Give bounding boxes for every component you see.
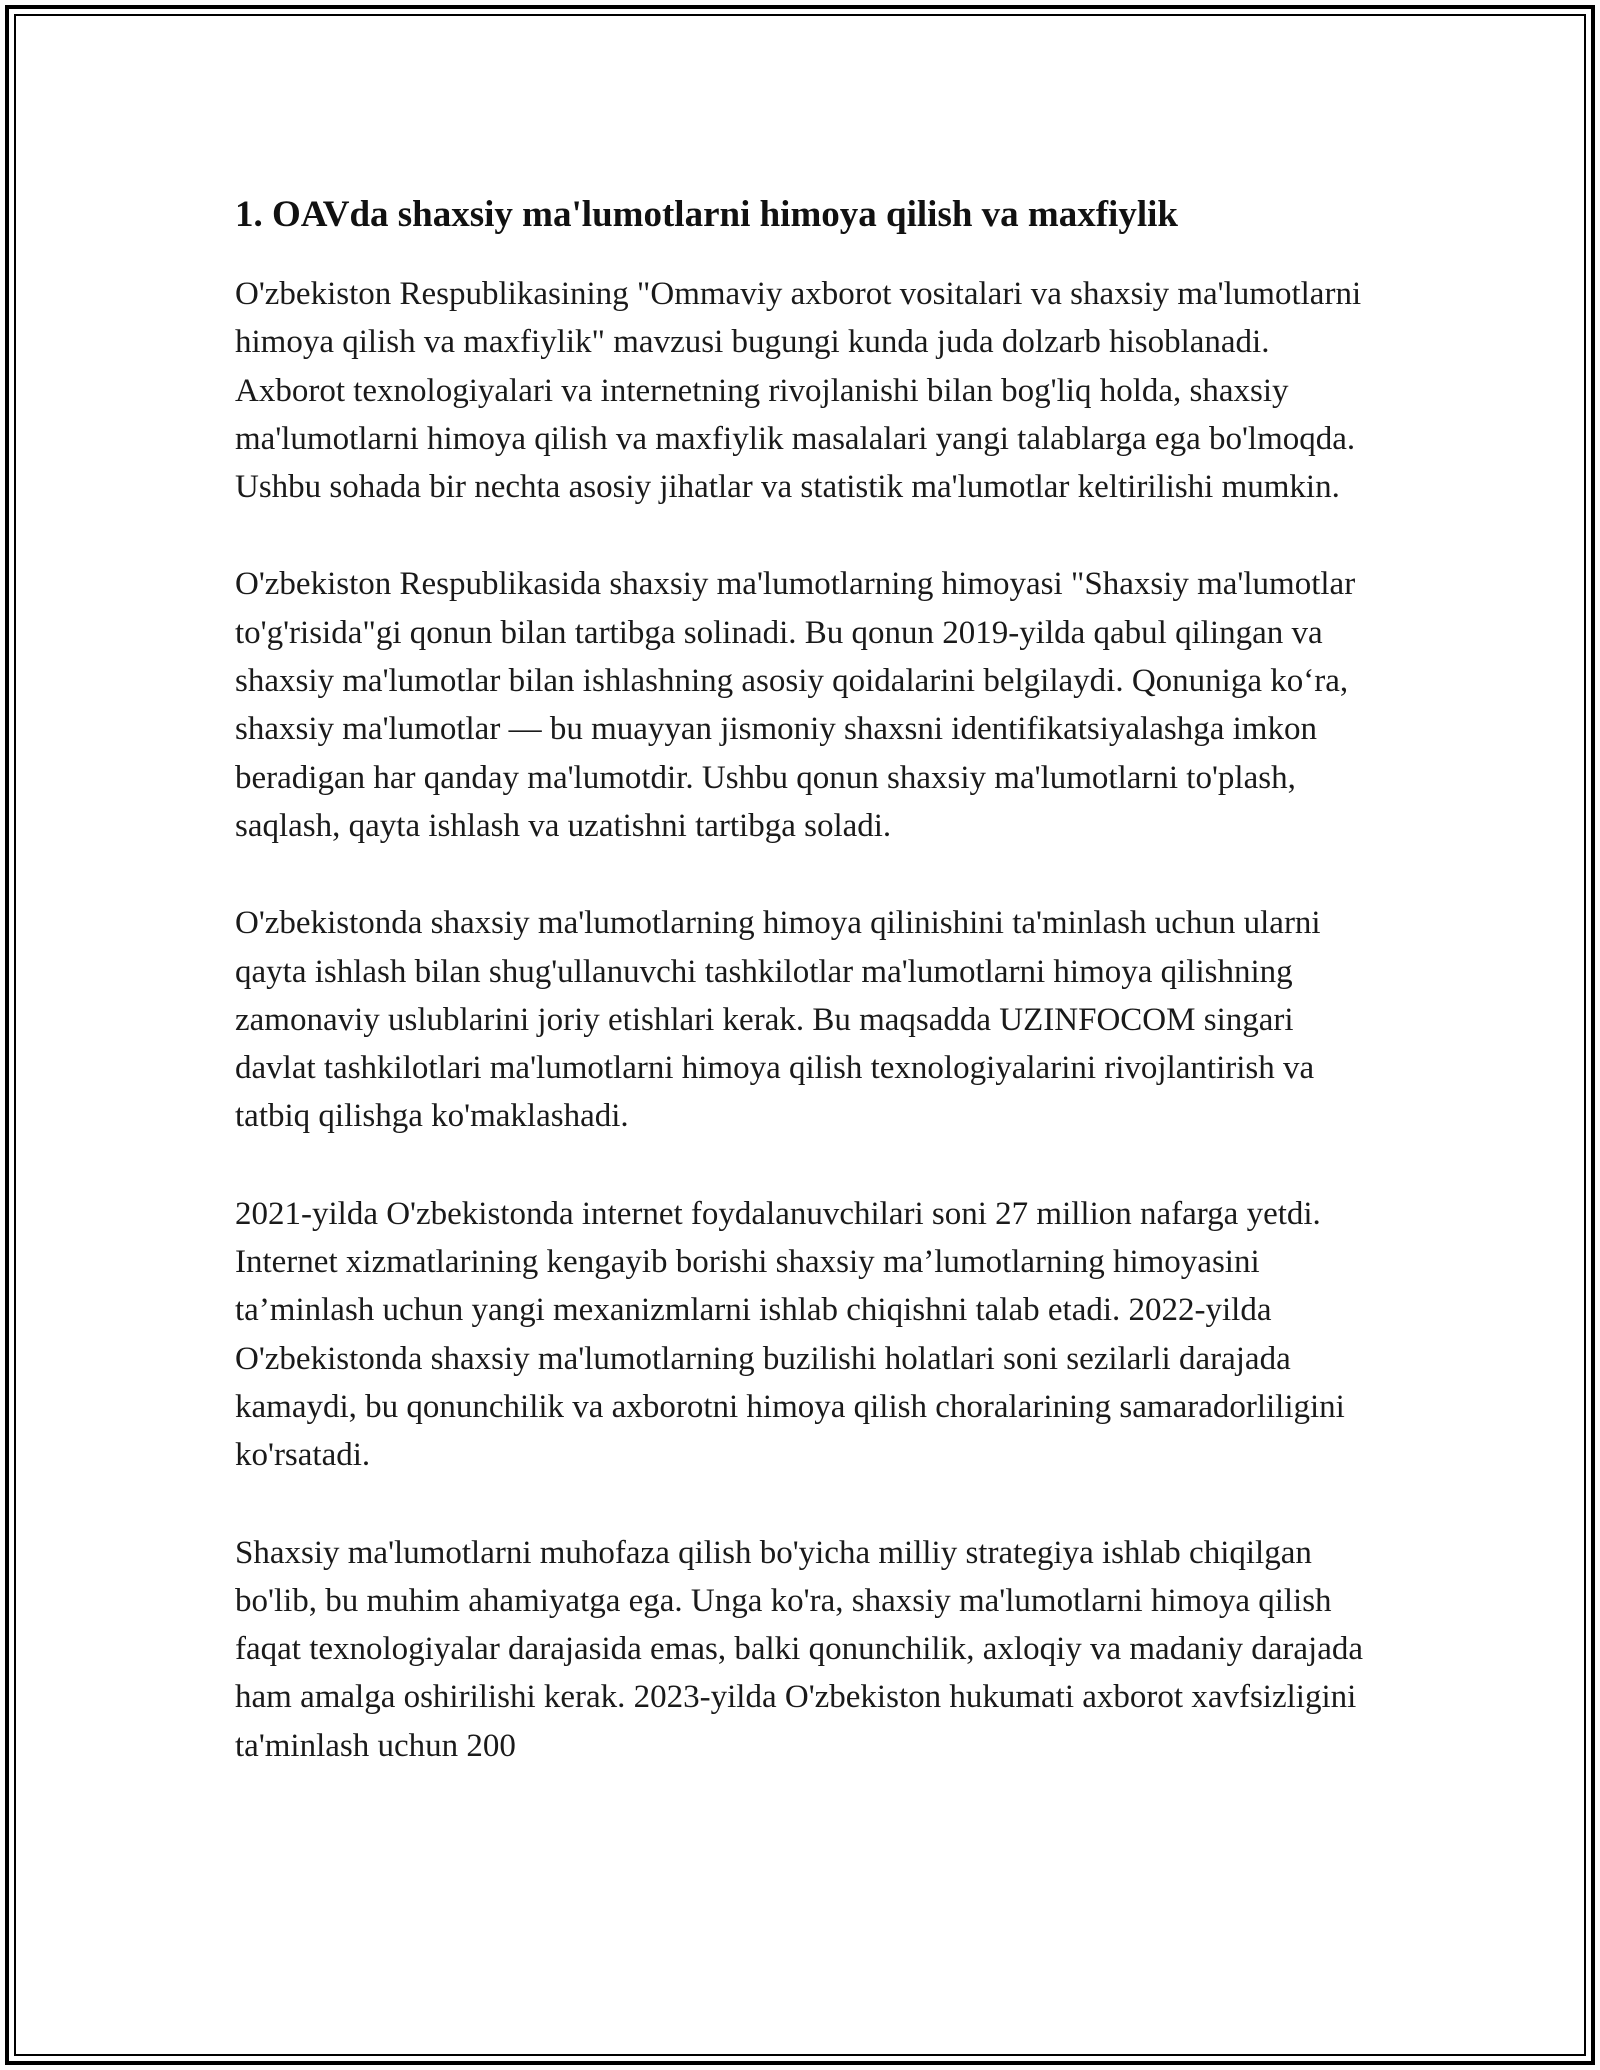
paragraph-2: O'zbekiston Respublikasida shaxsiy ma'lumotlarning himoyasi "Shaxsiy ma'lumotlar to'g'risida"gi qonun bilan tartibga solinadi. Bu qonun 2019-yilda qabul qilingan va shaxsiy ma'lumotlar bilan ishlashning asosiy qoidalarini belgilaydi. Qonuniga ko‘ra, shaxsiy ma'lumotlar — bu muayyan jismoniy shaxsni identifikatsiyalashga imkon beradigan har qanday ma'lumotdir. Ushbu qonun shaxsiy ma'lumotlarni to'plash, saqlash, qayta ishlash va uzatishni tartibga soladi. [235, 566, 1356, 844]
paragraph-1: O'zbekiston Respublikasining "Ommaviy axborot vositalari va shaxsiy ma'lumotlarni himoya qilish va maxfiylik" mavzusi bugungi kunda juda dolzarb hisoblanadi. Axborot texnologiyalari va internetning rivojlanishi bilan bog'liq holda, shaxsiy ma'lumotlarni himoya qilish va maxfiylik masalalari yangi talablarga ega bo'lmoqda. Ushbu sohada bir nechta asosiy jihatlar va statistik ma'lumotlar keltirilishi mumkin. [235, 276, 1362, 506]
paragraph-5: Shaxsiy ma'lumotlarni muhofaza qilish bo'yicha milliy strategiya ishlab chiqilgan bo'lib, bu muhim ahamiyatga ega. Unga ko'ra, shaxsiy ma'lumotlarni himoya qilish faqat texnologiyalar darajasida emas, balki qonunchilik, axloqiy va madaniy darajada ham amalga oshirilishi kerak. 2023-yilda O'zbekiston hukumati axborot xavfsizligini ta'minlash uchun 200 [235, 1534, 1364, 1764]
paragraph-3: O'zbekistonda shaxsiy ma'lumotlarning himoya qilinishini ta'minlash uchun ularni qayta ishlash bilan shug'ullanuvchi tashkilotlar ma'lumotlarni himoya qilishning zamonaviy uslublarini joriy etishlari kerak. Bu maqsadda UZINFOCOM singari davlat tashkilotlari ma'lumotlarni himoya qilish texnologiyalarini rivojlantirish va tatbiq qilishga ko'maklashadi. [235, 905, 1321, 1135]
paragraph-4: 2021-yilda O'zbekistonda internet foydalanuvchilari soni 27 million nafarga yetdi. Internet xizmatlarining kengayib borishi shaxsiy ma’lumotlarning himoyasini ta’minlash uchun yangi mexanizmlarni ishlab chiqishni talab etadi. 2022-yilda O'zbekistonda shaxsiy ma'lumotlarning buzilishi holatlari soni sezilarli darajada kamaydi, bu qonunchilik va axborotni himoya qilish choralarining samaradorliligini ko'rsatadi. [235, 1195, 1345, 1474]
document-body [235, 186, 1375, 1770]
document-title: 1. OAVda shaxsiy ma'lumotlarni himoya qilish va maxfiylik [235, 194, 1178, 235]
